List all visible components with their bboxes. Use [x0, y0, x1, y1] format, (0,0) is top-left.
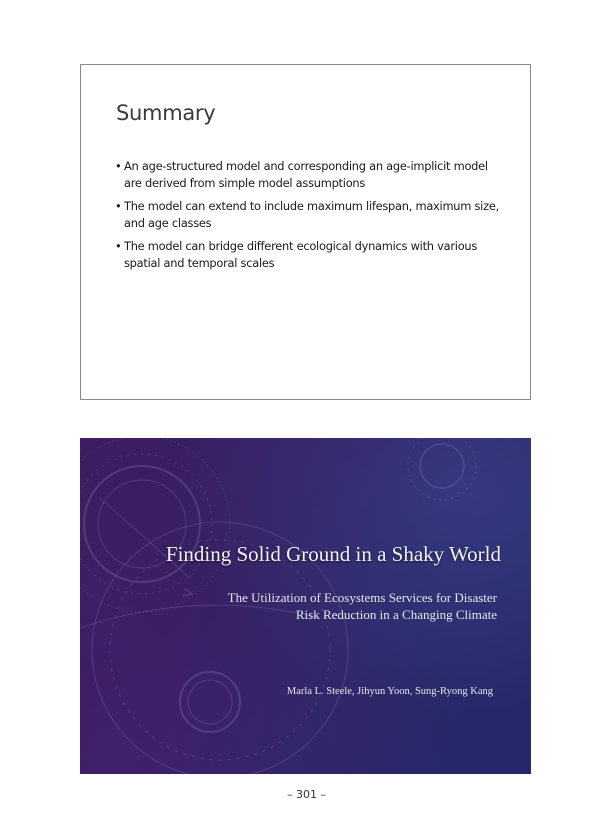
subtitle-line: Risk Reduction in a Changing Climate: [295, 607, 497, 622]
slide-title: Finding Solid Ground in a Shaky World: [165, 542, 501, 566]
bullet-item: [115, 198, 515, 232]
bullet-line: and age classes: [124, 216, 212, 230]
bullet-marker: •: [115, 199, 122, 213]
slide-subtitle: [197, 589, 497, 623]
summary-slide: [80, 64, 531, 400]
bullet-item: [115, 158, 515, 192]
page-number: – 301 –: [287, 788, 326, 801]
bullet-line: An age-structured model and corresponding an age-implicit model: [124, 159, 488, 173]
bullet-item: [115, 238, 515, 272]
title-slide: [80, 438, 531, 774]
bullet-line: The model can bridge different ecological dynamics with various: [124, 239, 478, 253]
bullet-marker: •: [115, 239, 122, 253]
subtitle-line: The Utilization of Ecosystems Services for Disaster: [227, 590, 497, 605]
bullet-line: The model can extend to include maximum lifespan, maximum size,: [124, 199, 499, 213]
bullet-marker: •: [115, 159, 122, 173]
authors: Marla L. Steele, Jihyun Yoon, Sung-Ryong Kang: [286, 686, 493, 697]
bullet-list: [115, 158, 515, 278]
slide-title: Summary: [116, 101, 216, 125]
bullet-line: spatial and temporal scales: [124, 256, 275, 270]
bullet-line: are derived from simple model assumptions: [124, 176, 366, 190]
